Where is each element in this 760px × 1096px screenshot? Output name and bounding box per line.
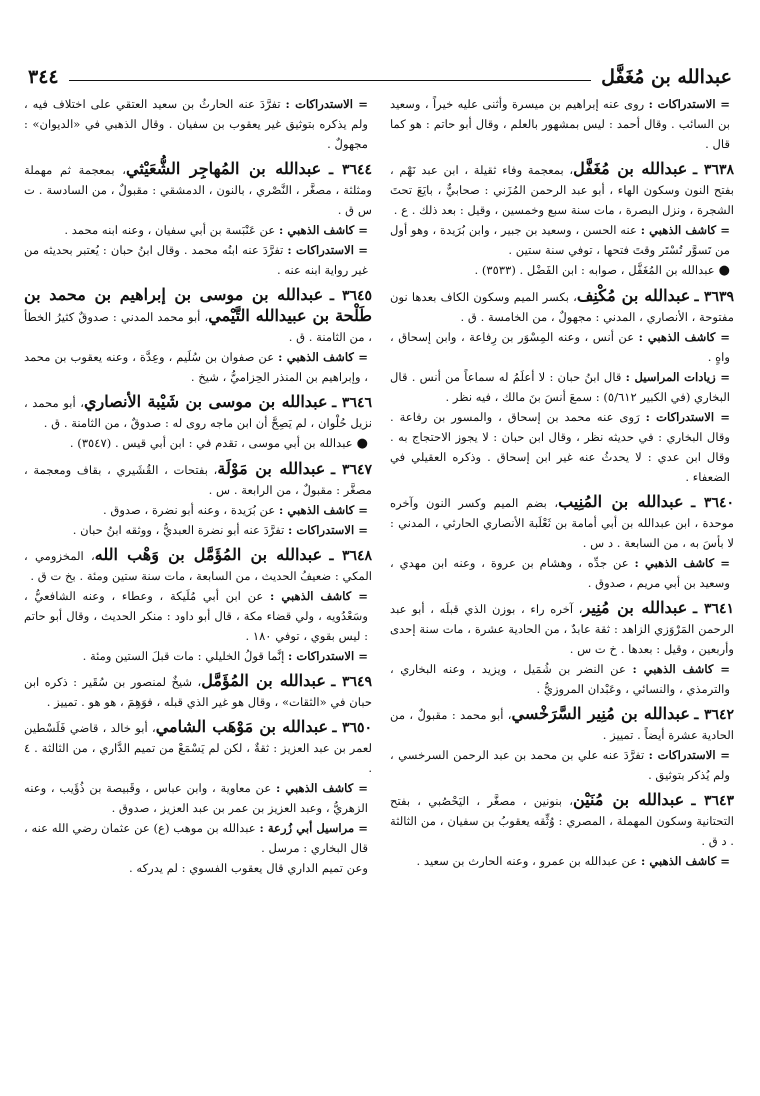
note-label: = كاشف الذهبي :	[634, 556, 730, 570]
entry-note	[24, 220, 372, 240]
entry-name: عبدالله بن مُغَفَّل	[573, 159, 688, 178]
note-label: = كاشف الذهبي :	[270, 589, 368, 603]
note-label: = الاستدراكات :	[285, 97, 368, 111]
note-text: إنَّما قولُ الخليلي : مات قبلَ الستين ومئة .	[82, 649, 285, 663]
note-text: تفرَّدَ عنه ابنُه محمد . وقال ابنُ حبان : يُعتبر بحديثه من غير رواية ابنه عنه .	[24, 243, 368, 277]
note-label: = مراسيل أبي زُرعة :	[259, 821, 369, 835]
running-title: عبدالله بن مُغَفَّل	[601, 66, 732, 88]
entry-heading	[24, 159, 372, 220]
note-text: تفرَّدَ عنه الحارثُ بن سعيد العتقي على اختلاف فيه ، ولم يذكره بتوثيق غير يعقوب بن سفيان . وقال الذهبي في «الديوان» : مجهولٌ .	[24, 97, 368, 151]
note-text: عبدالله بن موهب (ع) عن عثمان رضي الله عنه ، قال البخاري : مرسل .	[24, 821, 368, 855]
entry-note	[24, 646, 372, 666]
entry-note	[24, 500, 372, 520]
continued-note	[24, 94, 372, 154]
continued-note	[390, 94, 734, 154]
entry-bio: ، أبو محمد المدني : صدوقٌ كثيرُ الخطأ ، من الثامنة . ق .	[24, 310, 372, 344]
entry-note	[24, 586, 372, 646]
biography-entry	[24, 159, 372, 280]
note-text: عن أنس ، وعنه المِسْوَر بن رِفاعة ، وابن إسحاق ، واهٍ .	[390, 330, 730, 364]
note-label: = كاشف الذهبي :	[275, 781, 368, 795]
biography-entry	[390, 159, 734, 281]
entry-bio: ، بفتحات ، القُشَيري ، بقاف ومعجمة ، مصغَّر : مقبولٌ ، من الرابعة . س .	[24, 463, 372, 497]
bullet-icon: ●	[718, 263, 730, 278]
entry-heading	[390, 704, 734, 745]
entry-name: عبدالله بن مُكْنِف	[576, 286, 691, 305]
entry-note	[390, 745, 734, 785]
note-text: عن جدِّه ، وهشام بن عروة ، وعنه ابن مهدي ، وسعيد بن أبي مريم ، صدوق .	[390, 556, 730, 590]
entry-name: عبدالله بن مَوْهَب الشامي	[155, 717, 329, 736]
note-text: رَوى عنه محمد بن إسحاق ، والمسور بن رفاعة . وقال البخاري : في حديثه نظر ، وقال ابن حبان : لا يجوز الاحتجاج به . وقال ابن عدي : لا يحدثُ عنه غير ابن إسحاق . وذكره العقيلي في الضعفاء .	[390, 410, 730, 484]
note-label: = كاشف الذهبي :	[640, 223, 730, 237]
biography-entry	[24, 545, 372, 666]
biography-entry	[24, 285, 372, 387]
entry-number: ٣٦٤٥ ـ	[329, 288, 372, 304]
entry-name: عبدالله بن مُنَيْن	[573, 790, 685, 809]
entry-note	[24, 520, 372, 540]
note-text: عن بُرَيدة ، وعنه أبو نضرة ، صدوق .	[102, 503, 276, 517]
note-label: = كاشف الذهبي :	[278, 350, 368, 364]
entry-note	[24, 240, 372, 280]
entry-bio: ، المخزومي ، المكي : ضعيفُ الحديث ، من السابعة ، مات سنة ستين ومئة . بخ ت ق .	[24, 549, 372, 583]
bullet-icon: ●	[356, 436, 368, 451]
entry-note	[390, 407, 734, 487]
entry-number: ٣٦٤٤ ـ	[328, 162, 372, 178]
entry-heading	[24, 285, 372, 347]
entry-heading	[24, 392, 372, 433]
entry-name: عبدالله بن المُؤَمَّل بن وَهْب الله	[94, 545, 323, 564]
entry-number: ٣٦٣٩ ـ	[694, 289, 734, 305]
note-text: قال ابنُ حبان : لا أعلَمُ له سماعاً من أنس . قال البخاري (في الكبير ٥/٦١٢) : سمعَ أنسَ بنَ مالك ، فيه نظر .	[390, 370, 730, 404]
biography-entry	[390, 790, 734, 871]
entry-number: ٣٦٤٢ ـ	[694, 707, 734, 723]
note-label: = كاشف الذهبي :	[279, 223, 368, 237]
biography-entry	[390, 704, 734, 785]
entry-bio: ، بمعجمة وفاء ثقيلة ، ابن عبد نَهْم ، بفتح النون وسكون الهاء ، أبو عبد الرحمن المُزَني : صحابيٌّ ، بايَعَ تحتَ الشجرة ، ونزل البصرة ، مات سنة سبع وخمسين ، وقيل : بعد ذلك . ع .	[390, 163, 734, 217]
header-rule	[69, 80, 591, 81]
entry-bio: ، بكسر الميم وسكون الكاف بعدها نون مفتوحة ، الأنصاري ، المدني : مجهولٌ ، من الخامسة . ق .	[390, 290, 734, 324]
note-text: عن ابن أبي مُلَيكة ، وعطاء ، وعنه الشافعيُّ ، وسَعْدُويه ، ولي قضاء مكة ، قال أبو داود : منكر الحديث ، وقال أبو حاتم : ليس بقوي ، توفي ١٨٠ .	[24, 589, 368, 643]
entry-heading	[24, 459, 372, 500]
left-column	[24, 94, 372, 1086]
biography-entry	[24, 459, 372, 540]
note-label: = الاستدراكات :	[648, 97, 730, 111]
note-label: = كاشف الذهبي :	[632, 662, 730, 676]
note-label: = كاشف الذهبي :	[279, 503, 368, 517]
entry-heading	[390, 598, 734, 659]
entry-bio: ، أبو محمد : مقبولٌ ، من الحادية عشرة أيضاً . تمييز .	[390, 708, 734, 742]
entry-note	[24, 778, 372, 818]
note-label: = الاستدراكات :	[288, 649, 368, 663]
note-text: تفرَّدَ عنه أبو نضرة العبديُّ ، ووثقه ابنُ حبان .	[72, 523, 285, 537]
entry-note	[390, 327, 734, 367]
entry-number: ٣٦٥٠ ـ	[332, 720, 372, 736]
entry-note	[24, 433, 372, 454]
entry-heading	[390, 286, 734, 327]
entry-note	[390, 553, 734, 593]
note-text: وعن تميم الداري قال يعقوب الفسوي : لم يدركه .	[129, 861, 368, 875]
entry-bio: ، شيخٌ لمنصور بن سُقَير : ذكره ابن حبان في «الثقات» ، وقال هو غير الذي قبله ، فوَهِمَ ، هو هو . تمييز .	[24, 675, 372, 709]
entry-number: ٣٦٤١ ـ	[692, 601, 734, 617]
note-text: عنه الحسن ، وسعيد بن جبير ، وابن بُرَيدة ، وهو أول من تَسوَّر تُسْتَر وقتَ فتحها ، توفي سنة ستين .	[390, 223, 730, 257]
note-text: تفرَّدَ عنه علي بن محمد بن عبد الرحمن السرخسي ، ولم يُذكر بتوثيق .	[390, 748, 730, 782]
note-label: = الاستدراكات :	[287, 243, 368, 257]
entry-name: عبدالله بن المُؤَمَّل	[201, 671, 326, 690]
entry-note	[390, 659, 734, 699]
biography-entry	[390, 492, 734, 593]
note-text: عن معاوية ، وابن عباس ، وقَبيصة بن ذُؤَيب ، وعنه الزهريُّ ، وعبد العزيز بن عمر بن عبد العزيز ، صدوق .	[24, 781, 368, 815]
entry-heading	[390, 492, 734, 553]
entry-heading	[24, 545, 372, 586]
biography-entry	[24, 717, 372, 878]
entry-note	[24, 347, 372, 387]
entry-bio: ، أبو محمد ، نزيل حُلْوان ، لم يَصِحَّ أن ابن ماجه روى له : صدوقٌ ، من الثامنة . ق .	[24, 396, 372, 430]
entry-name: عبدالله بن مُنِير	[582, 598, 688, 617]
entry-number: ٣٦٤٨ ـ	[329, 548, 372, 564]
entry-name: عبدالله بن المُنِيب	[558, 492, 684, 511]
entry-heading	[24, 717, 372, 778]
entry-number: ٣٦٤٧ ـ	[331, 462, 372, 478]
entry-bio: ، بضم الميم وكسر النون وآخره موحدة ، ابن عبدالله بن أبي أمامة بن ثَعْلَبة الأنصاري الحارثي ، المدني : لا بأسَ به ، من السابعة . د س .	[390, 496, 734, 550]
note-text: عن صفوان بن سُلَيم ، وعِدَّة ، وعنه يعقوب بن محمد ، وإبراهيم بن المنذر الحِزاميُّ ، شيخ .	[24, 350, 368, 384]
note-text: روى عنه إبراهيم بن ميسرة وأثنى عليه خيراً ، وسعيد بن السائب . وقال أحمد : ليس بمشهور بالعلم ، وقال أبو حاتم : هو كما قال .	[390, 97, 730, 151]
note-text: عبدالله بن أبي موسى ، تقدم في : ابن أبي قيس . (٣٥٤٧) .	[69, 436, 353, 450]
note-text: عبدالله بن المُغَفَّل ، صوابه : ابن الفَضْل . (٣٥٣٣) .	[474, 263, 715, 277]
entry-note	[24, 858, 372, 878]
biography-entry	[24, 671, 372, 712]
note-text: عن عَنْبَسة بن أبي سفيان ، وعنه ابنه محمد .	[64, 223, 276, 237]
entry-number: ٣٦٤٠ ـ	[691, 495, 734, 511]
entry-name: عبدالله بن المُهاجِر الشُّعَيْثي	[126, 159, 322, 178]
note-label: = الاستدراكات :	[645, 410, 731, 424]
entry-bio: ، آخره راء ، بوزن الذي قبلَه ، أبو عبد الرحمن المَرْوَزي الزاهد : ثقة عابدٌ ، من الحادية عشرة ، مات سنة إحدى وأربعين ، وقيل : بعدها . خ ت س .	[390, 602, 734, 656]
note-text: عن النضر بن شُمَيل ، ويزيد ، وعنه البخاري ، والترمذي ، والنسائي ، وعَبْدان المروزيُّ .	[390, 662, 730, 696]
entry-note	[390, 220, 734, 260]
entry-heading	[390, 159, 734, 220]
note-label: = الاستدراكات :	[288, 523, 368, 537]
entry-number: ٣٦٤٩ ـ	[331, 674, 372, 690]
entry-note	[390, 367, 734, 407]
biography-entry	[24, 392, 372, 454]
page-number: ٣٤٤	[28, 66, 59, 88]
entry-number: ٣٦٤٣ ـ	[691, 793, 734, 809]
entry-note	[390, 851, 734, 871]
entry-number: ٣٦٤٦ ـ	[332, 395, 372, 411]
page-header	[28, 58, 732, 88]
entry-heading	[390, 790, 734, 851]
note-label: = الاستدراكات :	[648, 748, 731, 762]
entry-name: عبدالله بن موسى بن إبراهيم بن محمد بن طَلْحة بن عبيدالله التَّيْمي	[24, 285, 372, 325]
biography-entry	[390, 286, 734, 487]
entry-note	[390, 260, 734, 281]
right-column	[390, 94, 734, 1086]
entry-heading	[24, 671, 372, 712]
entry-name: عبدالله بن موسى بن شَيْبة الأنصاري	[84, 392, 328, 411]
entry-name: عبدالله بن مُنِير السَّرَخْسي	[511, 704, 690, 723]
note-text: عن عبدالله بن عمرو ، وعنه الحارث بن سعيد .	[416, 854, 638, 868]
biography-entry	[390, 598, 734, 699]
entry-bio: ، بنونين ، مصغَّر ، اليَحْصُبي ، بفتح التحتانية وسكون المهملة ، المصري : وُثِّقه يعقوبُ بن سفيان ، من الثالثة . د ق .	[390, 794, 734, 848]
entry-note	[24, 818, 372, 858]
note-label: = زيادات المراسيل :	[625, 370, 730, 384]
entry-bio: ، بمعجمة ثم مهملة ومثلثة ، مصغَّر ، النَّصْري ، بالنون ، الدمشقي : مقبولٌ ، من السادسة . ت س ق .	[24, 163, 372, 217]
entry-bio: ، أبو خالد ، قاضي فَلَسْطين لعمر بن عبد العزيز : ثقةٌ ، لكن لم يَسْمَعْ من تميم الدَّاري ، من الثالثة . ٤ .	[24, 721, 372, 775]
note-label: = كاشف الذهبي :	[638, 330, 730, 344]
note-label: = كاشف الذهبي :	[641, 854, 730, 868]
entry-name: عبدالله بن مَوْلَة	[217, 459, 326, 478]
entry-number: ٣٦٣٨ ـ	[692, 162, 734, 178]
